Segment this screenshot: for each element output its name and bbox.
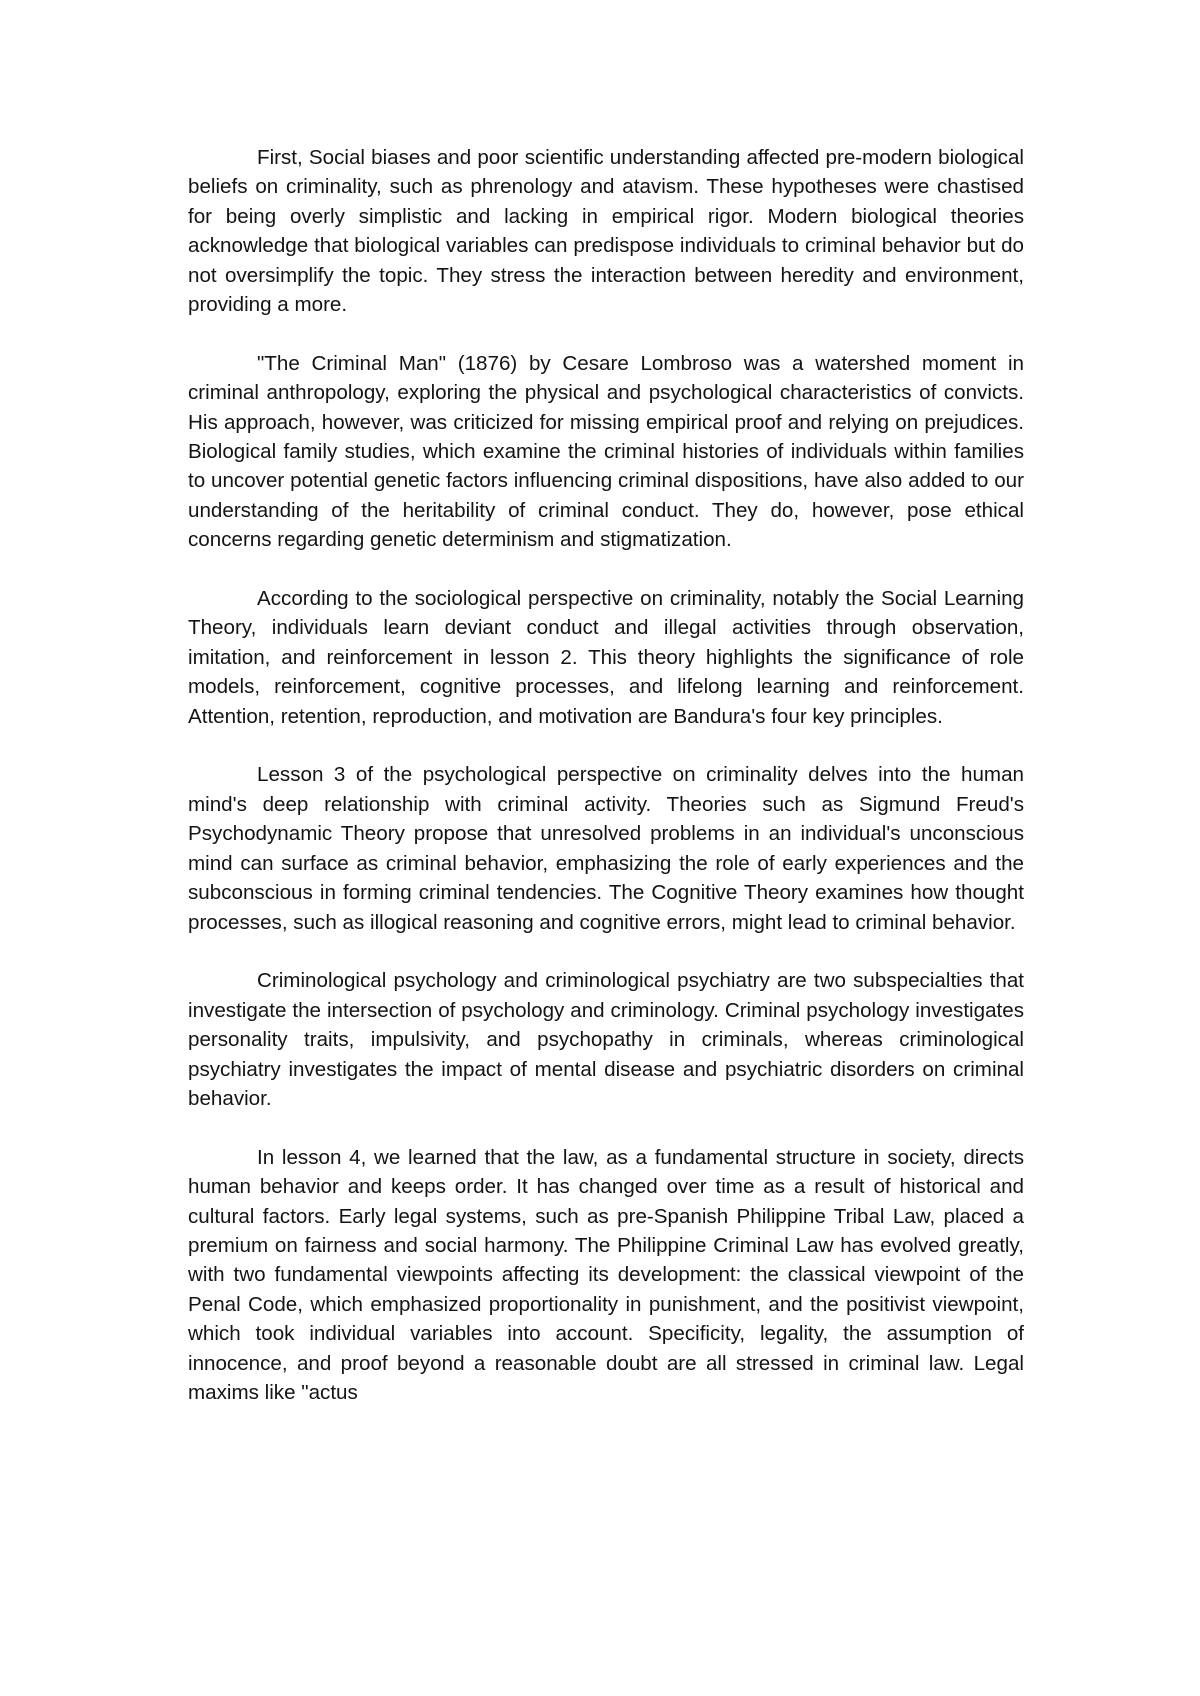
paragraph-lombroso: "The Criminal Man" (1876) by Cesare Lombroso was a watershed moment in criminal anthropology, exploring the physical and psychological characteristics of convicts. His approach, however, was criticized for missing empirical proof and relying on prejudices. Biological family studies, which examine the criminal histories of individuals within families to uncover potential genetic factors influencing criminal dispositions, have also added to our understanding of the heritability of criminal conduct. They do, however, pose ethical concerns regarding genetic determinism and stigmatization. xyxy=(188,351,1024,552)
paragraph-law: In lesson 4, we learned that the law, as a fundamental structure in society, directs human behavior and keeps order. It has changed over time as a result of historical and cultural factors. Early legal systems, such as pre-Spanish Philippine Tribal Law, placed a premium on fairness and social harmony. The Philippine Criminal Law has evolved greatly, with two fundamental viewpoints affecting its development: the classical viewpoint of the Penal Code, which emphasized proportionality in punishment, and the positivist viewpoint, which took individual variables into account. Specificity, legality, the assumption of innocence, and proof beyond a reasonable doubt are all stressed in criminal law. Legal maxims like "actus xyxy=(188,1145,1024,1404)
document-body xyxy=(188,143,1024,1407)
paragraph-social-learning: According to the sociological perspective on criminality, notably the Social Learning Theory, individuals learn deviant conduct and illegal activities through observation, imitation, and reinforcement in lesson 2. This theory highlights the significance of role models, reinforcement, cognitive processes, and lifelong learning and reinforcement. Attention, retention, reproduction, and motivation are Bandura's four key principles. xyxy=(188,587,1024,728)
paragraph-biological-beliefs: First, Social biases and poor scientific understanding affected pre-modern biological beliefs on criminality, such as phrenology and atavism. These hypotheses were chastised for being overly simplistic and lacking in empirical rigor. Modern biological theories acknowledge that biological variables can predispose individuals to criminal behavior but do not oversimplify the topic. They stress the interaction between heredity and environment, providing a more. xyxy=(188,146,1024,317)
paragraph-psychological-perspective: Lesson 3 of the psychological perspective on criminality delves into the human mind's deep relationship with criminal activity. Theories such as Sigmund Freud's Psychodynamic Theory propose that unresolved problems in an individual's unconscious mind can surface as criminal behavior, emphasizing the role of early experiences and the subconscious in forming criminal tendencies. The Cognitive Theory examines how thought processes, such as illogical reasoning and cognitive errors, might lead to criminal behavior. xyxy=(188,763,1024,934)
paragraph-criminological-psychology: Criminological psychology and criminological psychiatry are two subspecialties that investigate the intersection of psychology and criminology. Criminal psychology investigates personality traits, impulsivity, and psychopathy in criminals, whereas criminological psychiatry investigates the impact of mental disease and psychiatric disorders on criminal behavior. xyxy=(188,969,1024,1110)
